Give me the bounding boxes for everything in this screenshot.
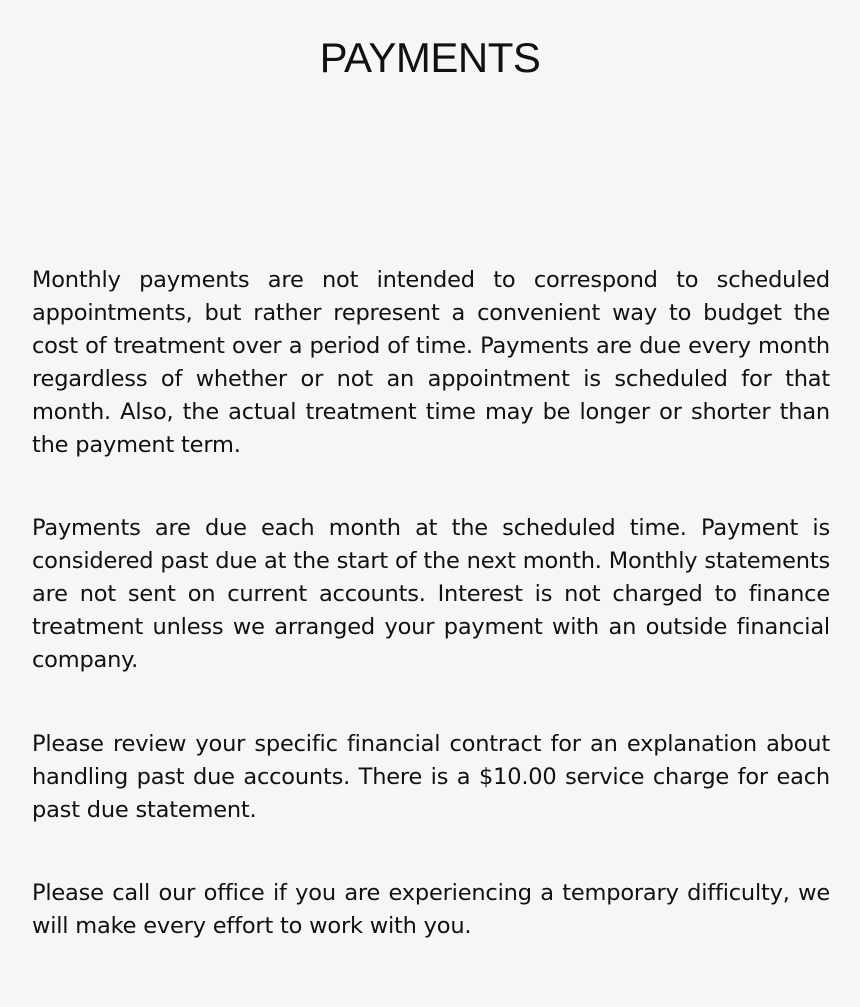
- paragraph-past-due-accounts: Please review your specific financial contract for an explanation about handling past due accounts. There is a $10.00 service charge for each past due statement.: [32, 731, 830, 823]
- paragraph-monthly-payments: Monthly payments are not intended to correspond to scheduled appointments, but rather represent a convenient way to budget the cost of treatment over a period of time. Payments are due every month regardless of whether or not an appointment is scheduled for that month. Also, the actual treatment time may be longer or shorter than the payment term.: [32, 267, 830, 458]
- paragraph-due-dates: Payments are due each month at the scheduled time. Payment is considered past due at the start of the next month. Monthly statements are not sent on current accounts. Interest is not charged to finance treatment unless we arranged your payment with an outside financial company.: [32, 515, 830, 673]
- page-title: PAYMENTS: [319, 34, 541, 81]
- paragraph-contact-office: Please call our office if you are experiencing a temporary difficulty, we will make every effort to work with you.: [32, 880, 830, 939]
